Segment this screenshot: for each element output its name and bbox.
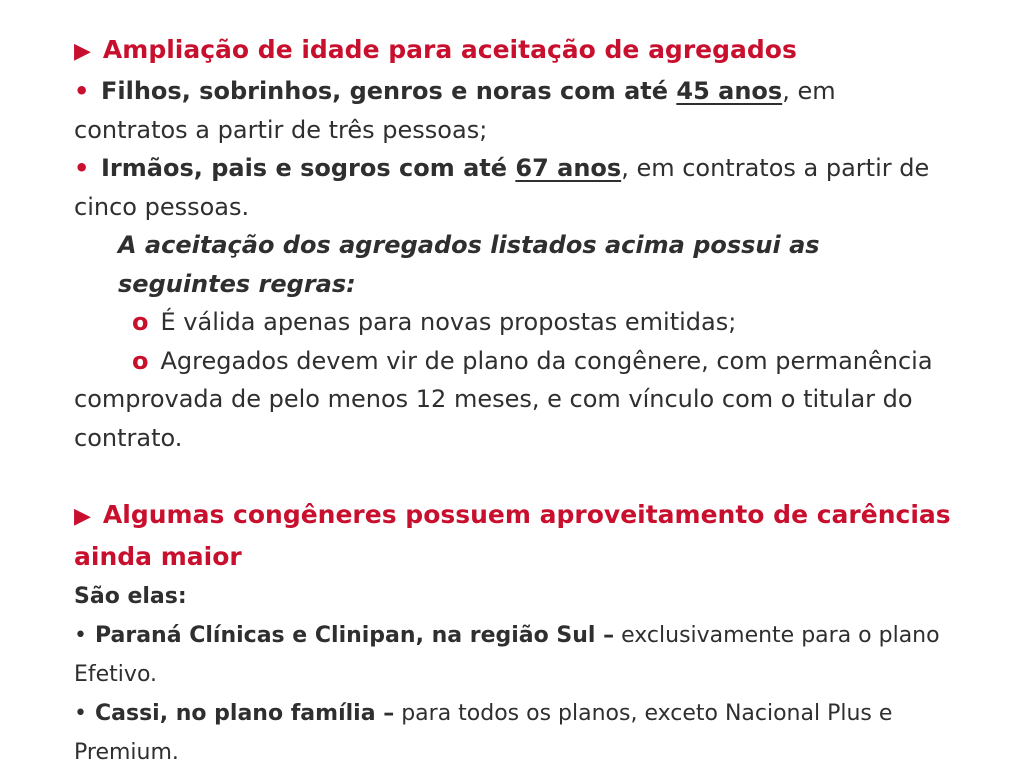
section-heading-text: Ampliação de idade para aceitação de agregados [102,35,797,64]
section-subheading: São elas: [74,584,187,609]
list-item-parana [74,616,954,694]
list-item-rest: exclusivamente para o plano Efetivo. [74,623,940,687]
rule-text: Agregados devem vir de plano da congênere, com permanência comprovada de pelo menos 12 meses, e com vínculo com o titular do contrato. [74,346,933,452]
list-item-bold: Cassi, no plano família – [94,701,395,726]
circle-bullet-icon: o [132,308,149,336]
bullet-icon: • [74,154,90,182]
list-item-filhos [74,72,954,149]
document-content [74,30,954,772]
list-item-rest: , em contratos a partir de três pessoas; [74,77,836,144]
play-arrow-icon: ▶ [74,39,91,64]
list-item-bold: Irmãos, pais e sogros com até [100,154,516,182]
rule-text: É válida apenas para novas propostas emitidas; [160,308,737,336]
list-item-rest: para todos os planos, exceto Nacional Plus e Premium. [74,701,893,765]
rule-item-2 [74,342,954,458]
list-item-irmaos [74,149,954,226]
dot-bullet-icon: • [74,623,87,648]
age-limit-67: 67 anos [515,154,622,182]
rules-intro-text: A aceitação dos agregados listados acima possui as seguintes regras: [118,231,820,298]
section-heading-congeneres [74,495,954,577]
list-item-bold: Filhos, sobrinhos, genros e noras com até [100,77,677,105]
dot-bullet-icon: • [74,701,87,726]
list-item-cassi [74,694,954,772]
rules-intro [74,226,954,303]
age-limit-45: 45 anos [676,77,783,105]
section-heading-agregados [74,30,954,72]
bullet-icon: • [74,77,90,105]
section-heading-text: Algumas congêneres possuem aproveitamento de carências ainda maior [74,500,951,571]
circle-bullet-icon: o [132,346,149,375]
list-item-bold: Paraná Clínicas e Clinipan, na região Sul – [94,623,615,648]
list-item-rest: , em contratos a partir de cinco pessoas. [74,154,930,221]
rule-item-1 [74,303,954,342]
play-arrow-icon: ▶ [74,504,91,529]
